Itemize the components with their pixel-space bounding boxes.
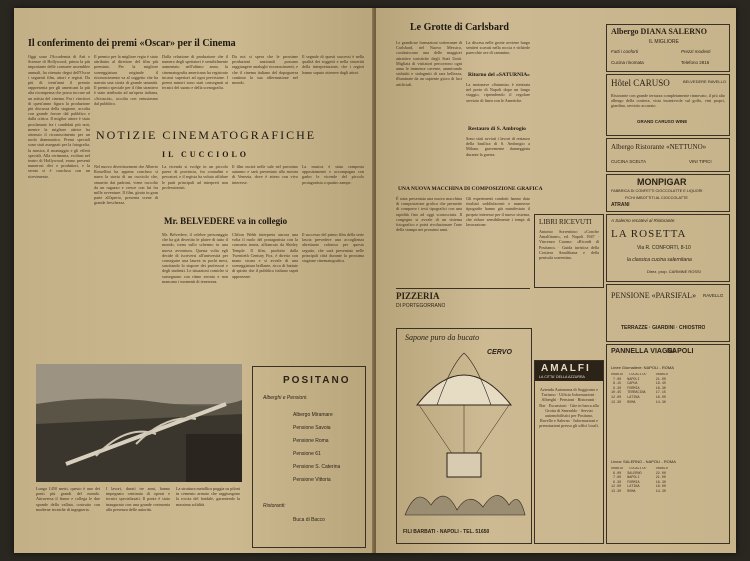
macchina-col1: È stata presentata una nuova macchina di composizione grafica che permette di comporre i testi tipografici con una rapidità fino ad oggi sconosciuta. Il congegno si avvale di un sistema fotografico e potrà rivoluzionare l'arte della stampa nei prossimi anni. xyxy=(396,196,462,233)
timetable-1: ORARIO LOCALITA' ORARIO 7.00 NAPOLI 21.00 8.15 CAPUA 19.45 9.30 FORMIA 18.30 10.45 TERRACINA 17.15 12.00 LATINA 16.00 13.30 ROMA 14.30 xyxy=(611,373,668,405)
nettuno-right: VINI TIPICI xyxy=(689,159,712,164)
pannella-city: NAPOLI xyxy=(667,348,694,355)
caruso-body: Ristorante con grande terrazza completamente rinnovato, il più alto albergo della costiera, vista incantevole sul golfo, vini propri, giardino, servizio accurato. xyxy=(611,93,725,109)
macchina-col2: Gli esperimenti condotti hanno dato risultati soddisfacenti e numerose tipografie hanno già manifestato il proprio interesse per il nuovo sistema, che riduce sensibilmente i tempi di lavorazione. xyxy=(466,196,530,228)
pizzeria-title: PIZZERIA xyxy=(396,291,440,301)
rosetta-ad xyxy=(606,214,730,282)
cucciolo-col2: La vicenda si svolge in un piccolo paese di provincia, fra contadini e pescatori, e il regista ha voluto affidare le parti principali ad interpreti non professionisti. xyxy=(162,164,228,190)
parsifal-place: RAVELLO xyxy=(703,293,724,298)
diana-right: Prezzi modesti xyxy=(681,49,711,54)
parsifal-title: PENSIONE «PARSIFAL» xyxy=(611,291,697,300)
libri-title: LIBRI RICEVUTI xyxy=(539,218,592,226)
saturnia-heading: Ritorno del «SATURNIA» xyxy=(468,72,530,78)
cucciolo-col3: Il film uscirà nelle sale nel prossimo autunno e sarà presentato alla mostra di Venezia, dove è atteso con vivo interesse. xyxy=(232,164,298,185)
diana-title: Albergo DIANA SALERNO xyxy=(611,27,708,36)
parsifal-ad xyxy=(606,284,730,342)
nettuno-title: Albergo Ristorante «NETTUNO» xyxy=(611,143,707,151)
ambrogio-heading: Restauro di S. Ambrogio xyxy=(468,126,526,132)
nettuno-ad xyxy=(606,138,730,172)
oscar-headline: Il conferimento dei premi «Oscar» per il Cinema xyxy=(28,38,236,49)
pizzeria-ad xyxy=(396,288,530,327)
hotel-3: Pensione Roma xyxy=(293,438,329,444)
photo-caption-col1: Lungo 1450 metri, questo è uno dei ponti più grandi del mondo. Attraversa il fiume e collega le due sponde della vallata, costruito con moderne tecniche di ingegneria. xyxy=(36,486,100,512)
right-page xyxy=(376,8,736,553)
libri-ad xyxy=(534,214,604,288)
diana-phone: Telefono 2816 xyxy=(681,60,710,65)
monpigar-place: ATRANI xyxy=(611,202,630,208)
macchina-heading: UNA NUOVA MACCHINA DI COMPOSIZIONE GRAFICA xyxy=(398,186,543,192)
restaurants-label: Ristoranti: xyxy=(263,503,286,509)
parachute-illustration xyxy=(397,345,531,525)
saturnia-text: La motonave «Saturnia» è rientrata nel porto di Napoli dopo un lungo viaggio, riprendendo il regolare servizio di linea con le Americhe. xyxy=(466,82,530,103)
positano-ad xyxy=(252,366,366,548)
section-title: NOTIZIE CINEMATOGRAFICHE xyxy=(96,128,317,142)
hotel-5: Pensione S. Caterina xyxy=(293,464,341,470)
sapone-footer: FILI BARBATI - NAPOLI - TEL. 51650 xyxy=(403,529,490,535)
cucciolo-col4: La musica è stata composta appositamente e accompagna con garbo le vicende del piccolo protagonista a quattro zampe. xyxy=(302,164,364,185)
diana-foot: Cucina rinomata xyxy=(611,60,644,65)
grotte-col1: Le grandiose formazioni sotterranee di Carlsbard, nel Nuovo Messico, costituiscono una delle maggiori attrattive turistiche degli Stati Uniti. Migliaia di visitatori percorrono ogni anno le immense caverne, ammirando stalattiti e stalagmiti di rara bellezza, illuminate da un sapiente gioco di luci artificiali. xyxy=(396,40,462,87)
hotel-2: Pensione Savoia xyxy=(293,425,331,431)
hotel-1: Albergo Miramare xyxy=(293,412,333,418)
monpigar-ad xyxy=(606,174,730,212)
pizzeria-subtitle: DI PORTEGORRANO xyxy=(396,303,446,309)
oscar-article-col1: Oggi sono l'Accademia di Arti e Scienze di Hollywood, prima la più importante delle consuete assemblee annuali, ha ritenuto degni dell'Oscar i seguenti film, attori e registi. Da più di trent'anni il premio rappresenta per gli americani la più alta ricompensa che possa toccare ad un artista del cinema. Fra i vincitori di quest'anno figura la produzione più discussa della stagione, accolta con grande favore dal pubblico e dalla critica. Il miglior attore è stato proclamato fra i candidati più noti, mentre la migliore attrice ha ottenuto il riconoscimento per un ruolo drammatico. Premi speciali sono stati assegnati per la fotografia, la musica, il montaggio e gli effetti speciali. Alla cerimonia, svoltasi nel teatro di Hollywood, erano presenti numerosi divi e produttori, e la serata si è conclusa con un ricevimento. xyxy=(28,54,90,179)
cucciolo-col1: Nel nuovo divertissement che Alberto Rossellini ha appena concluso si narra la storia di un cucciolo che, smarrito dai padroni, viene raccolto da un ragazzo e cresce con lui fra mille avventure. Il film, girato in gran parte all'aperto, presenta scene di grande freschezza. xyxy=(94,164,158,206)
libri-body: Antonio Sorrentino: «Conche Amalfitane», ed. Napoli 1947 · Vincenzo Cuomo: «Ricordi di Positano» · Guida turistica della Costiera Amalfitana e della penisola sorrentina. xyxy=(539,229,599,261)
sapone-brand: CERVO xyxy=(487,349,512,356)
table2-title: Linea: SALERNO - NAPOLI - ROMA xyxy=(611,459,676,464)
oscar-article-col3: Dalla relazione di produzione che il numero degli spettatori è sensibilmente aumentato nell'ultimo anno, la cinematografia americana ha registrato incassi superiori ad ogni previsione. I premi minori sono stati consegnati ai tecnici del suono e della scenografia. xyxy=(162,54,228,91)
photo-caption-col3: La struttura metallica poggia su piloni in cemento armato che raggiungono la roccia del fondale, garantendo la massima solidità. xyxy=(176,486,240,507)
monpigar-line2: FICHI IMBOTTITI AL CIOCCOLATTE xyxy=(625,196,688,200)
monpigar-line: FABBRICA DI CONFETTI CIOCCOLATTE E LIQUORI xyxy=(611,189,703,193)
hotel-4: Pensione 61 xyxy=(293,451,321,457)
rosetta-pre: A Salerno recatevi al Ristorante: xyxy=(611,218,676,223)
oscar-article-col5: Il segnale di questi successi è nella qualità dei soggetti e nella sincerità della interpretazione, che i registi hanno saputo ottenere dagli attori. xyxy=(302,54,364,75)
ambrogio-text: Sono stati avviati i lavori di restauro della basilica di S. Ambrogio a Milano, gravemente danneggiata durante la guerra. xyxy=(466,136,530,157)
grotte-headline: Le Grotte di Carlsbard xyxy=(410,22,509,33)
restaurant-1: Buca di Bacco xyxy=(293,517,325,523)
diana-left: Fatti i conforti xyxy=(611,49,639,54)
newspaper-spread xyxy=(14,8,736,553)
grotte-col2: La discesa nelle grotte avviene lungo sentieri scavati nella roccia e richiede parecchie ore di cammino. xyxy=(466,40,530,56)
bridge-illustration xyxy=(36,364,242,482)
diana-line: IL MIGLIORE xyxy=(649,39,679,45)
oscar-article-col2: Il premio per la migliore regia è stato attribuito al direttore del film più premiato. Per la migliore sceneggiatura originale il riconoscimento va al soggetto che ha narrato una storia di grande umanità. Il premio speciale per il film straniero è stato attribuito ad un'opera italiana, «Sciuscià», accolta con entusiasmo dal pubblico. xyxy=(94,54,158,106)
positano-subtitle: Alberghi e Pensioni: xyxy=(263,395,308,401)
timetable-2: ORARIO LOCALITA' ORARIO 6.00 SALERNO 22.00 7.00 NAPOLI 21.00 9.30 FORMIA 18.30 12.00 LATINA 16.00 13.30 ROMA 14.30 xyxy=(611,467,668,494)
caruso-ad xyxy=(606,74,730,136)
caruso-line: GRAND CARUSO WINE xyxy=(637,119,688,124)
amalfi-body: Azienda Autonoma di Soggiorno e Turismo · Ufficio Informazioni · Alberghi · Pensioni · Ristoranti · Bar · Escursioni · Gite in barca alla Grotta di Smeraldo · Servizi automobilistici per Positano, Ravello e Salerno · Informazioni e prenotazioni presso gli uffici locali. xyxy=(539,387,599,429)
caruso-place: BELVEDERE RAVELLO xyxy=(683,79,726,84)
hotel-6: Pensione Vittoria xyxy=(293,477,331,483)
amalfi-subtitle: LA CITTA' DELLA AZZURRA xyxy=(539,375,585,379)
parsifal-line: TERRAZZE · GIARDINI · CHIOSTRO xyxy=(621,325,706,331)
amalfi-title: AMALFI xyxy=(541,363,591,374)
rosetta-title: LA ROSETTA xyxy=(611,228,687,240)
pannella-title: PANNELLA VIAGGI xyxy=(611,348,675,355)
belvedere-col1: Mr. Belvedere, il celebre personaggio che ha già divertito le platee di tutto il mondo, torna sullo schermo in una nuova avventura. Questa volta egli decide di iscriversi all'università per conseguire una laurea in pochi mesi, suscitando lo stupore dei professori e degli studenti. Le situazioni comiche si susseguono con ritmo serrato e non mancano i momenti di tenerezza. xyxy=(162,232,228,284)
pannella-ad xyxy=(606,344,730,544)
belvedere-title: Mr. BELVEDERE va in collegio xyxy=(164,216,288,226)
sapone-title: Sapone puro da bucato xyxy=(405,333,480,342)
subheading-cucciolo: IL CUCCIOLO xyxy=(162,150,250,159)
table1-title: Linee Giornaliere: NAPOLI - ROMA xyxy=(611,365,674,370)
monpigar-title: MONPIGAR xyxy=(637,177,687,187)
sapone-ad xyxy=(396,328,532,544)
positano-title: POSITANO xyxy=(283,375,351,386)
photo-caption-col2: I lavori, durati tre anni, hanno impegnato centinaia di operai e tecnici specializzati. Il ponte è stato inaugurato con una grande cerimonia alla presenza delle autorità. xyxy=(106,486,170,512)
rosetta-addr: Via R. CONFORTI, 8-10 xyxy=(637,245,691,251)
diana-ad xyxy=(606,24,730,72)
rosetta-owner: Direz. prop. CARMINE ROSSI xyxy=(647,269,701,274)
belvedere-col3: Il successo del primo film della serie lascia prevedere una accoglienza altrettanto calorosa per questo seguito, che sarà presentato nelle principali città durante la prossima stagione cinematografica. xyxy=(302,232,364,264)
caruso-title: Hôtel CARUSO xyxy=(611,78,670,88)
left-page xyxy=(14,8,374,553)
oscar-article-col4: Da noi si spera che le prossime produzioni nazionali possano raggiungere analoghi riconoscimenti, e che il cinema italiano del dopoguerra continui la sua affermazione nel mondo. xyxy=(232,54,298,86)
belvedere-col2: Clifton Webb interpreta ancora una volta il ruolo del protagonista con la consueta ironia, affiancato da Shirley Temple. Il film, prodotto dalla Twentieth Century Fox, è diretto con mano sicura e si avvale di una sceneggiatura brillante, ricca di battute di spirito che il pubblico italiano saprà apprezzare. xyxy=(232,232,298,279)
bridge-photo xyxy=(36,364,242,482)
amalfi-ad xyxy=(534,360,604,544)
nettuno-left: CUCINA SCELTA xyxy=(611,159,647,164)
rosetta-line: la classica cucina salernitana xyxy=(627,257,692,263)
